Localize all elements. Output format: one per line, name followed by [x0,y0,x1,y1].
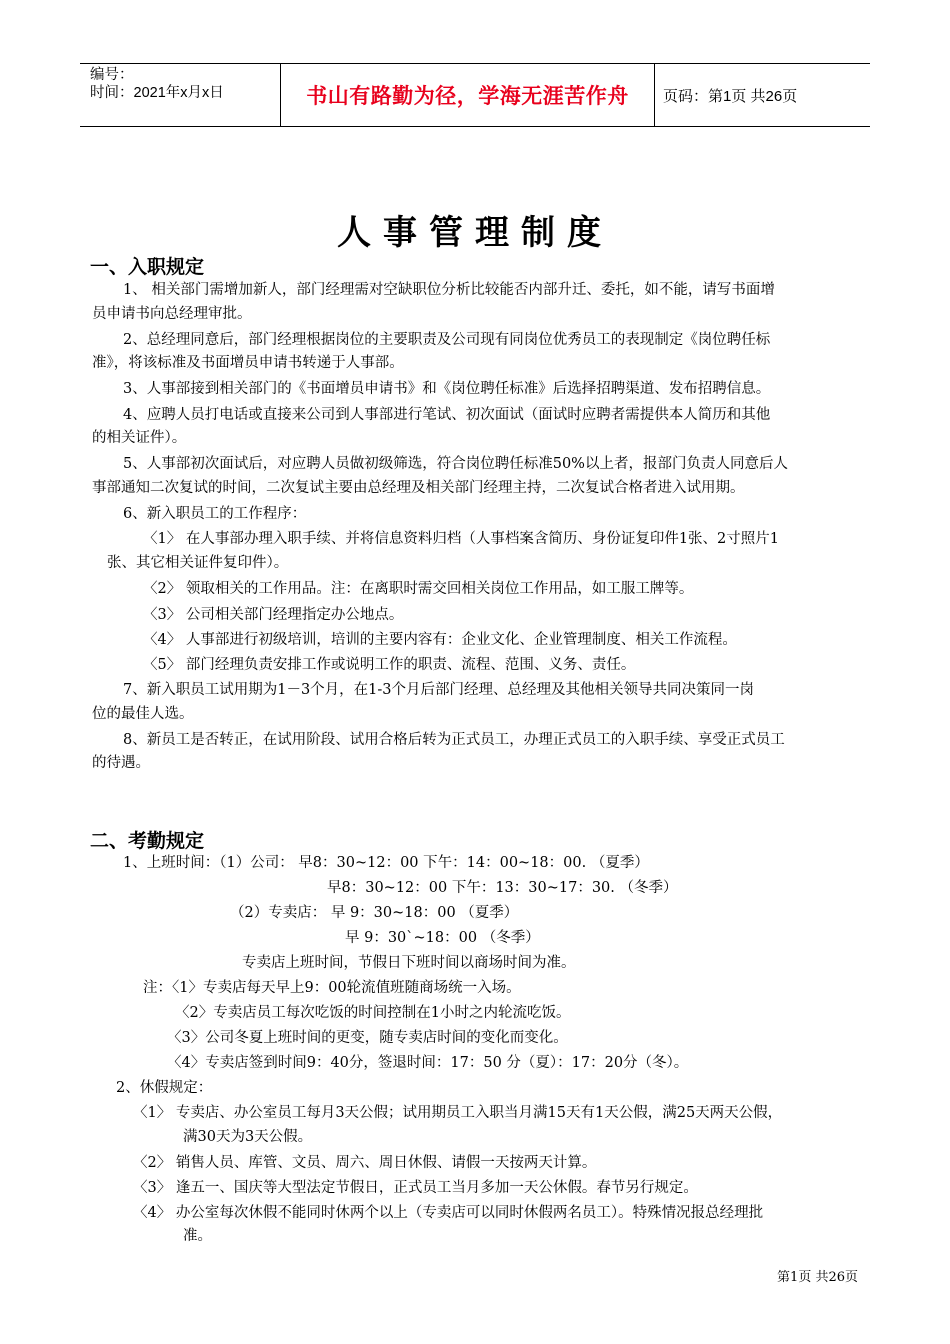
paragraph-line: 的相关证件）。 [92,430,187,446]
schedule-line: 早 9：30`~18：00 （冬季） [345,930,540,946]
list-item: 张、其它相关证件复印件）。 [107,555,289,571]
schedule-line: （2）专卖店： 早 9：30~18：00 （夏季） [230,905,519,921]
paragraph-line: 2、休假规定： [116,1080,213,1096]
page-header [80,63,870,127]
note-line: 〈2〉专卖店员工每次吃饭的时间控制在1小时之内轮流吃饭。 [175,1005,571,1021]
document-title: 人事管理制度 [337,213,613,253]
page-footer: 第1页 共26页 [777,1270,858,1285]
paragraph-line: 1、 相关部门需增加新人，部门经理需对空缺职位分析比较能否内部升迁、委托，如不能，请写书面增 [123,282,775,298]
header-number: 编号： [90,67,134,83]
paragraph-line: 6、新入职员工的工作程序： [123,506,307,522]
schedule-line: 早8：30~12：00 下午：13：30~17：30. （冬季） [327,880,678,896]
section-heading-onboarding: 一、入职规定 [90,256,205,278]
paragraph-line: 位的最佳人选。 [92,706,194,722]
list-item: 〈4〉 办公室每次休假不能同时休两个以上（专卖店可以同时休假两名员工）。特殊情况报总经理批 [133,1205,764,1221]
list-item: 〈2〉 销售人员、库管、文员、周六、周日休假、请假一天按两天计算。 [133,1155,597,1171]
note-line: 〈3〉公司冬夏上班时间的更变，随专卖店时间的变化而变化。 [167,1030,568,1046]
list-item: 〈3〉 逢五一、国庆等大型法定节假日，正式员工当月多加一天公休假。春节另行规定。 [133,1180,698,1196]
paragraph-line: 3、人事部接到相关部门的《书面增员申请书》和《岗位聘任标准》后选择招聘渠道、发布招聘信息。 [123,381,771,397]
paragraph-line: 事部通知二次复试的时间，二次复试主要由总经理及相关部门经理主持，二次复试合格者进入试用期。 [92,480,745,496]
paragraph-line: 的待遇。 [92,755,150,771]
list-item: 〈2〉 领取相关的工作用品。注：在离职时需交回相关岗位工作用品，如工服工牌等。 [143,581,694,597]
schedule-line: 1、上班时间：（1）公司： 早8：30~12：00 下午：14：00~18：00. （夏季） [123,855,649,871]
paragraph-line: 4、应聘人员打电话或直接来公司到人事部进行笔试、初次面试（面试时应聘者需提供本人简历和其他 [123,407,771,423]
list-item: 满30天为3天公假。 [183,1129,313,1145]
section-heading-attendance: 二、考勤规定 [90,830,205,852]
paragraph-line: 准》，将该标准及书面增员申请书转递于人事部。 [92,355,404,371]
note-line: 注：〈1〉专卖店每天早上9：00轮流值班随商场统一入场。 [143,980,521,996]
paragraph-line: 2、总经理同意后，部门经理根据岗位的主要职责及公司现有同岗位优秀员工的表现制定《岗位聘任标 [123,332,771,348]
paragraph-line: 5、人事部初次面试后，对应聘人员做初级筛选，符合岗位聘任标准50%以上者，报部门负责人同意后人 [123,456,788,472]
list-item: 〈1〉 在人事部办理入职手续、并将信息资料归档（人事档案含简历、身份证复印件1张、2寸照片1 [143,531,780,547]
note-line: 〈4〉专卖店签到时间9：40分，签退时间：17：50 分（夏）：17：20分（冬）。 [167,1055,689,1071]
paragraph-line: 8、新员工是否转正，在试用阶段、试用合格后转为正式员工，办理正式员工的入职手续、享受正式员工 [123,732,785,748]
header-page-number: 页码：第1页 共26页 [663,87,798,105]
paragraph-line: 专卖店上班时间，节假日下班时间以商场时间为准。 [242,955,576,971]
header-meta [80,64,280,126]
header-motto: 书山有路勤为径，学海无涯苦作舟 [280,64,655,126]
list-item: 准。 [183,1228,212,1244]
list-item: 〈3〉 公司相关部门经理指定办公地点。 [143,607,404,623]
list-item: 〈4〉 人事部进行初级培训，培训的主要内容有：企业文化、企业管理制度、相关工作流程。 [143,632,737,648]
header-time: 时间：2021年x月x日 [90,85,224,101]
paragraph-line: 7、新入职员工试用期为1－3个月，在1-3个月后部门经理、总经理及其他相关领导共同决策同一岗 [123,682,755,698]
list-item: 〈1〉 专卖店、办公室员工每月3天公假；试用期员工入职当月满15天有1天公假，满25天两天公假， [133,1105,783,1121]
list-item: 〈5〉 部门经理负责安排工作或说明工作的职责、流程、范围、义务、责任。 [143,657,636,673]
paragraph-line: 员申请书向总经理审批。 [92,306,252,322]
